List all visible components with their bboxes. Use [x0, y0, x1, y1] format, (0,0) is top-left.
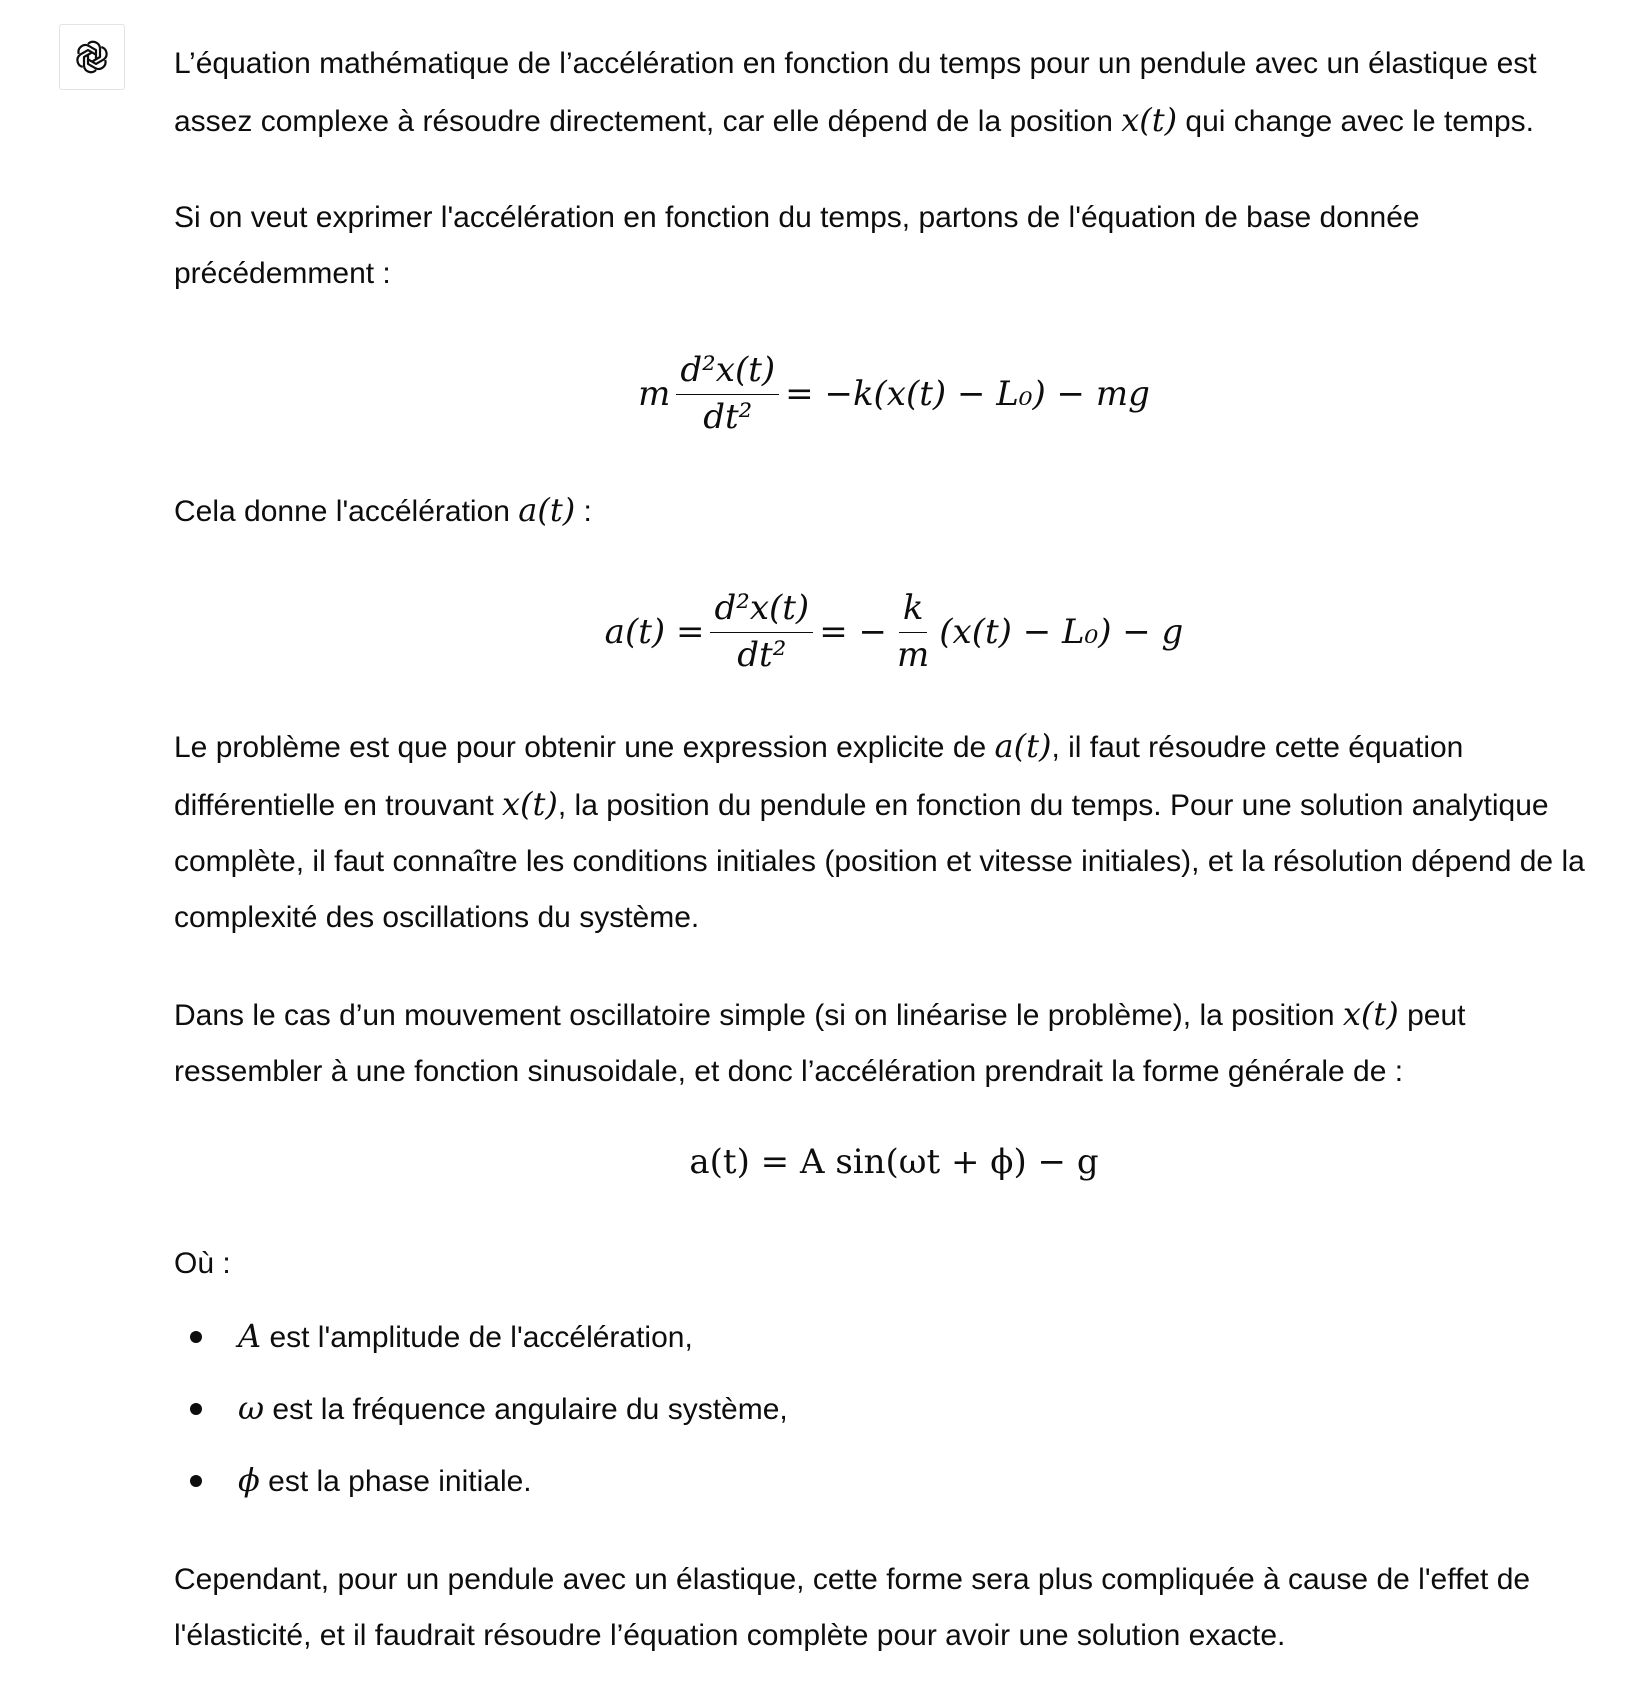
- math-symbol: A: [238, 1317, 262, 1355]
- list-item: [174, 1450, 1614, 1522]
- fraction: [676, 352, 779, 436]
- openai-logo-icon: [72, 37, 112, 77]
- list-item-text: est l'amplitude de l'accélération,: [261, 1321, 693, 1354]
- fraction-numerator: d²x(t): [710, 590, 813, 632]
- text: Le problème est que pour obtenir une expression explicite de: [174, 731, 995, 764]
- fraction-numerator: k: [899, 590, 928, 632]
- assistant-message: [174, 36, 1614, 1704]
- equation-sinusoidal: a(t) = A sin(ωt + ϕ) − g: [689, 1142, 1099, 1182]
- fraction-denominator: dt²: [703, 396, 753, 437]
- fraction-denominator: dt²: [737, 634, 787, 675]
- definitions-list: [174, 1306, 1614, 1522]
- paragraph-base-equation: Si on veut exprimer l'accélération en fonction du temps, partons de l'équation de base donnée précédemment :: [174, 201, 1420, 290]
- math-inline: x(t): [502, 785, 558, 823]
- list-item: [174, 1306, 1614, 1378]
- text: L’équation mathématique de l’accélération en fonction du temps pour un pendule avec un élastique est assez complexe à résoudre directement, car elle dépend de la position: [174, 47, 1537, 138]
- paragraph-problem: [174, 718, 1614, 946]
- text: :: [575, 495, 592, 528]
- eq-mass: m: [638, 374, 671, 414]
- math-inline: a(t): [994, 727, 1052, 765]
- paragraph-where: Où :: [174, 1247, 231, 1280]
- paragraph-acceleration: [174, 482, 1614, 540]
- math-symbol: ϕ: [238, 1461, 260, 1499]
- list-item: [174, 1378, 1614, 1450]
- paragraph-oscillation: [174, 986, 1614, 1100]
- paragraph-conclusion: Cependant, pour un pendule avec un élastique, cette forme sera plus compliquée à cause de l'effet de l'élasticité, et il faudrait résoudre l’équation complète pour avoir une solution exacte.: [174, 1563, 1531, 1652]
- equation-motion: [174, 342, 1614, 446]
- eq-rhs: = −k(x(t) − L₀) − mg: [785, 374, 1150, 414]
- assistant-avatar: [59, 24, 125, 90]
- text: Dans le cas d’un mouvement oscillatoire simple (si on linéarise le problème), la position: [174, 999, 1343, 1032]
- equation-acceleration: [174, 580, 1614, 684]
- math-inline: x(t): [1121, 101, 1178, 139]
- text: qui change avec le temps.: [1177, 105, 1534, 138]
- list-item-text: est la phase initiale.: [259, 1465, 532, 1498]
- text: peut ressembler à une fonction sinusoidale, et donc l’accélération prendrait la forme générale de :: [174, 999, 1466, 1088]
- text: , il faut résoudre cette équation différentielle en trouvant: [174, 731, 1464, 822]
- fraction: [710, 590, 813, 674]
- fraction-denominator: m: [897, 634, 930, 675]
- text: , la position du pendule en fonction du temps. Pour une solution analytique complète, il faut connaître les conditions initiales (position et vitesse initiales), et la résolution dépend de la complexité des oscillations du système.: [174, 789, 1585, 934]
- eq-mid: = −: [819, 612, 887, 652]
- paragraph-intro: [174, 36, 1614, 150]
- fraction: [893, 590, 933, 674]
- eq-tail: (x(t) − L₀) − g: [939, 612, 1184, 652]
- math-inline: x(t): [1342, 995, 1399, 1033]
- math-inline: a(t): [518, 491, 576, 529]
- eq-lhs: a(t) =: [604, 612, 705, 652]
- fraction-numerator: d²x(t): [676, 352, 779, 394]
- list-item-text: est la fréquence angulaire du système,: [264, 1393, 788, 1426]
- math-symbol: ω: [238, 1389, 265, 1427]
- text: Cela donne l'accélération: [174, 495, 519, 528]
